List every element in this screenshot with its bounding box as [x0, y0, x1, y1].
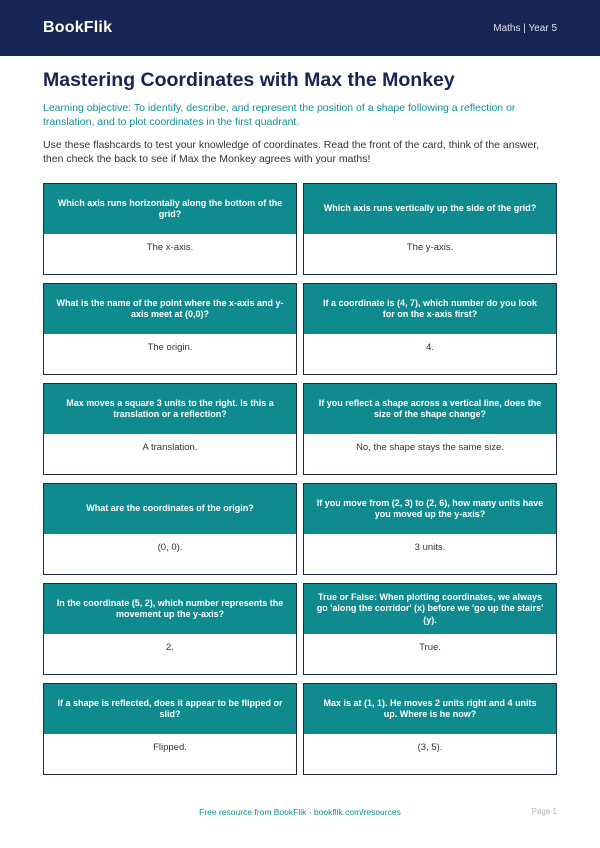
flashcard-front: If a shape is reflected, does it appear to be flipped or slid? [44, 684, 296, 734]
flashcard-front: In the coordinate (5, 2), which number represents the movement up the y-axis? [44, 584, 296, 634]
flashcard-front: Max is at (1, 1). He moves 2 units right and 4 units up. Where is he now? [304, 684, 556, 734]
subject-year-label: Maths | Year 5 [493, 22, 557, 34]
top-bar [0, 0, 600, 56]
flashcard-front: What is the name of the point where the x-axis and y-axis meet at (0,0)? [44, 284, 296, 334]
flashcard[interactable] [303, 483, 557, 575]
flashcard-front: Which axis runs vertically up the side of the grid? [304, 184, 556, 234]
flashcard-back: (3, 5). [417, 742, 443, 753]
flashcard-front: If you reflect a shape across a vertical line, does the size of the shape change? [304, 384, 556, 434]
flashcard-back: The y-axis. [406, 242, 454, 253]
flashcard[interactable] [303, 683, 557, 775]
learning-objective: Learning objective: To identify, describe, and represent the position of a shape following a reflection or translation, and to plot coordinates in the first quadrant. [43, 102, 516, 128]
flashcard[interactable] [303, 383, 557, 475]
brand-logo[interactable]: BookFlik [43, 19, 113, 36]
flashcard-back: A translation. [142, 442, 198, 453]
flashcard-back: The origin. [147, 342, 193, 353]
flashcard-back: Flipped. [153, 742, 187, 753]
intro-text: Use these flashcards to test your knowledge of coordinates. Read the front of the card, think of the answer, then check the back to see if Max the Monkey agrees with your maths! [43, 139, 540, 165]
flashcard[interactable] [43, 383, 297, 475]
flashcard-front: What are the coordinates of the origin? [44, 484, 296, 534]
flashcard-front: If a coordinate is (4, 7), which number do you look for on the x-axis first? [304, 284, 556, 334]
flashcard-back: 4. [426, 342, 434, 353]
flashcard-front: Max moves a square 3 units to the right. Is this a translation or a reflection? [44, 384, 296, 434]
flashcard-back: 2. [166, 642, 174, 653]
flashcard[interactable] [303, 583, 557, 675]
flashcard-back: 3 units. [414, 542, 446, 553]
page-title: Mastering Coordinates with Max the Monkey [43, 69, 455, 91]
flashcard-back: No, the shape stays the same size. [356, 442, 504, 453]
flashcard-back: (0, 0). [157, 542, 183, 553]
flashcard[interactable] [43, 483, 297, 575]
flashcard[interactable] [43, 683, 297, 775]
page-number: Page 1 [531, 807, 557, 816]
flashcard-front: If you move from (2, 3) to (2, 6), how many units have you moved up the y-axis? [304, 484, 556, 534]
flashcard[interactable] [303, 183, 557, 275]
flashcard-back: True. [419, 642, 441, 653]
flashcard[interactable] [43, 183, 297, 275]
flashcard-front: True or False: When plotting coordinates, we always go 'along the corridor' (x) before we 'go up the stairs' (y). [304, 584, 556, 634]
flashcard[interactable] [43, 283, 297, 375]
flashcard-grid [43, 183, 557, 775]
flashcard-front: Which axis runs horizontally along the bottom of the grid? [44, 184, 296, 234]
flashcard-back: The x-axis. [146, 242, 194, 253]
footer-link[interactable]: Free resource from BookFlik · bookflik.com/resources [199, 807, 401, 817]
flashcard[interactable] [43, 583, 297, 675]
flashcard[interactable] [303, 283, 557, 375]
